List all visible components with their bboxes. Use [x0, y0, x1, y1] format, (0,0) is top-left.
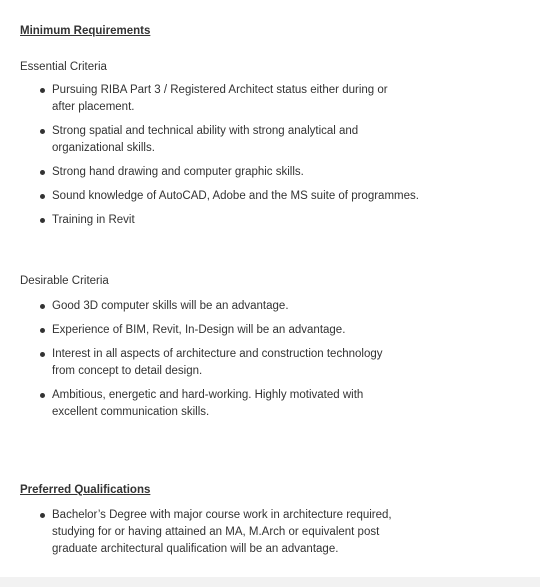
page-bottom-divider: [0, 577, 540, 587]
list-item: Experience of BIM, Revit, In-Design will be an advantage.: [40, 322, 420, 339]
essential-criteria-list: [40, 82, 420, 236]
list-item: Bachelor’s Degree with major course work in architecture required, studying for or having attained an MA, M.Arch or equivalent post graduate architectural qualification will be an advantage.: [40, 507, 392, 558]
list-item: Sound knowledge of AutoCAD, Adobe and the MS suite of programmes.: [40, 188, 432, 205]
desirable-criteria-list: [40, 298, 420, 428]
preferred-qualifications-list: [40, 507, 420, 565]
list-item: Ambitious, energetic and hard-working. Highly motivated with excellent communication skills.: [40, 387, 382, 421]
desirable-criteria-label: Desirable Criteria: [20, 275, 109, 287]
list-item: Strong spatial and technical ability with strong analytical and organizational skills.: [40, 123, 382, 157]
list-item: Interest in all aspects of architecture and construction technology from concept to detail design.: [40, 346, 402, 380]
preferred-qualifications-heading: Preferred Qualifications: [20, 484, 151, 496]
minimum-requirements-heading: Minimum Requirements: [20, 25, 151, 37]
list-item: Good 3D computer skills will be an advantage.: [40, 298, 420, 315]
list-item: Strong hand drawing and computer graphic skills.: [40, 164, 420, 181]
list-item: Pursuing RIBA Part 3 / Registered Architect status either during or after placement.: [40, 82, 412, 116]
essential-criteria-label: Essential Criteria: [20, 61, 107, 73]
list-item: Training in Revit: [40, 212, 420, 229]
